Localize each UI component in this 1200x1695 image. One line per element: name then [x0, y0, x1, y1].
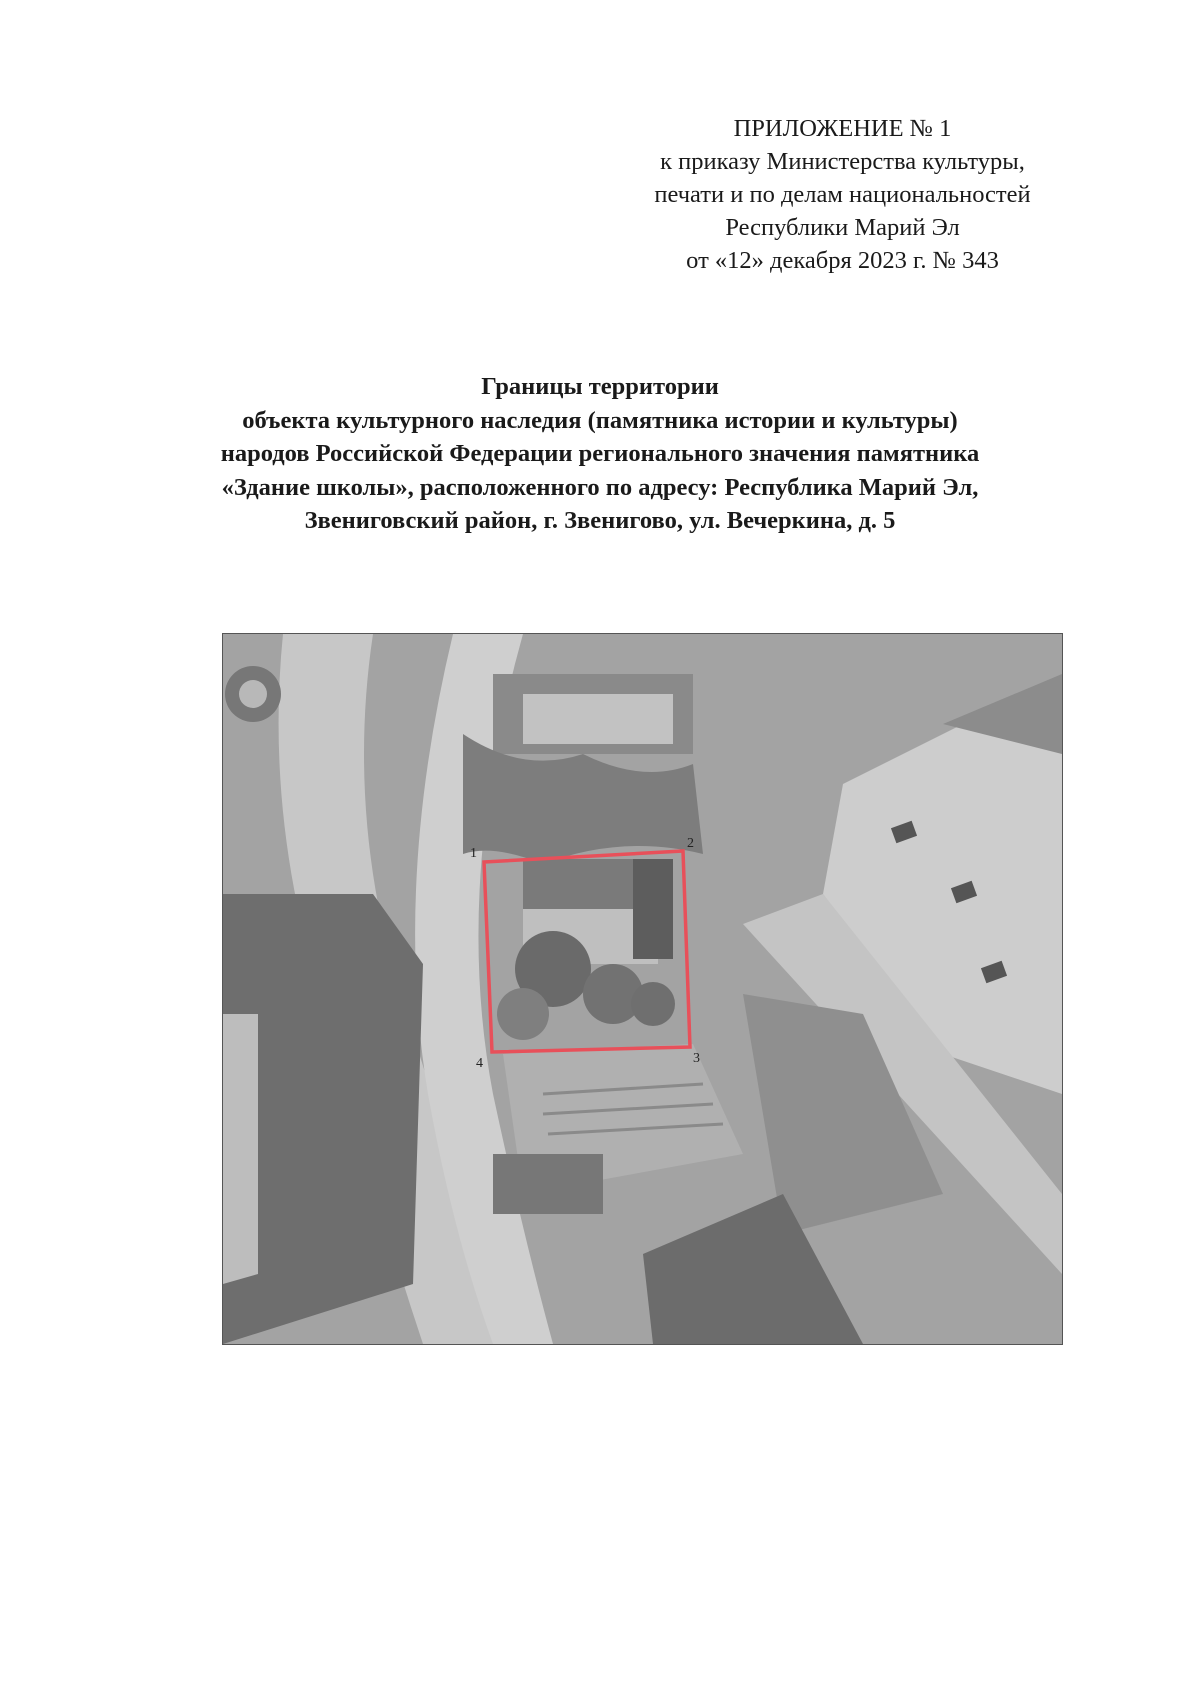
title-line-4: «Здание школы», расположенного по адресу: Республика Марий Эл,	[221, 473, 979, 501]
aerial-map	[222, 633, 1063, 1345]
appendix-title: ПРИЛОЖЕНИЕ № 1	[733, 115, 952, 142]
point-3-label: 3	[693, 1051, 700, 1066]
appendix-header	[600, 112, 1085, 277]
point-4-label: 4	[476, 1056, 483, 1071]
document-title	[150, 370, 1050, 538]
title-line-2: объекта культурного наследия (памятника истории и культуры)	[242, 406, 958, 434]
appendix-republic-line: Республики Марий Эл	[725, 214, 960, 241]
aerial-photo	[223, 634, 1062, 1344]
title-line-3: народов Российской Федерации регионального значения памятника	[220, 440, 980, 467]
appendix-order-line: к приказу Министерства культуры,	[660, 148, 1025, 175]
title-line-5: Звениговский район, г. Звенигово, ул. Вечеркина, д. 5	[304, 507, 896, 534]
title-line-1: Границы территории	[481, 373, 719, 400]
point-2-label: 2	[687, 836, 694, 851]
appendix-ministry-line: печати и по делам национальностей	[654, 181, 1031, 208]
appendix-date-number: от «12» декабря 2023 г. № 343	[686, 247, 999, 274]
point-1-label: 1	[470, 846, 477, 861]
